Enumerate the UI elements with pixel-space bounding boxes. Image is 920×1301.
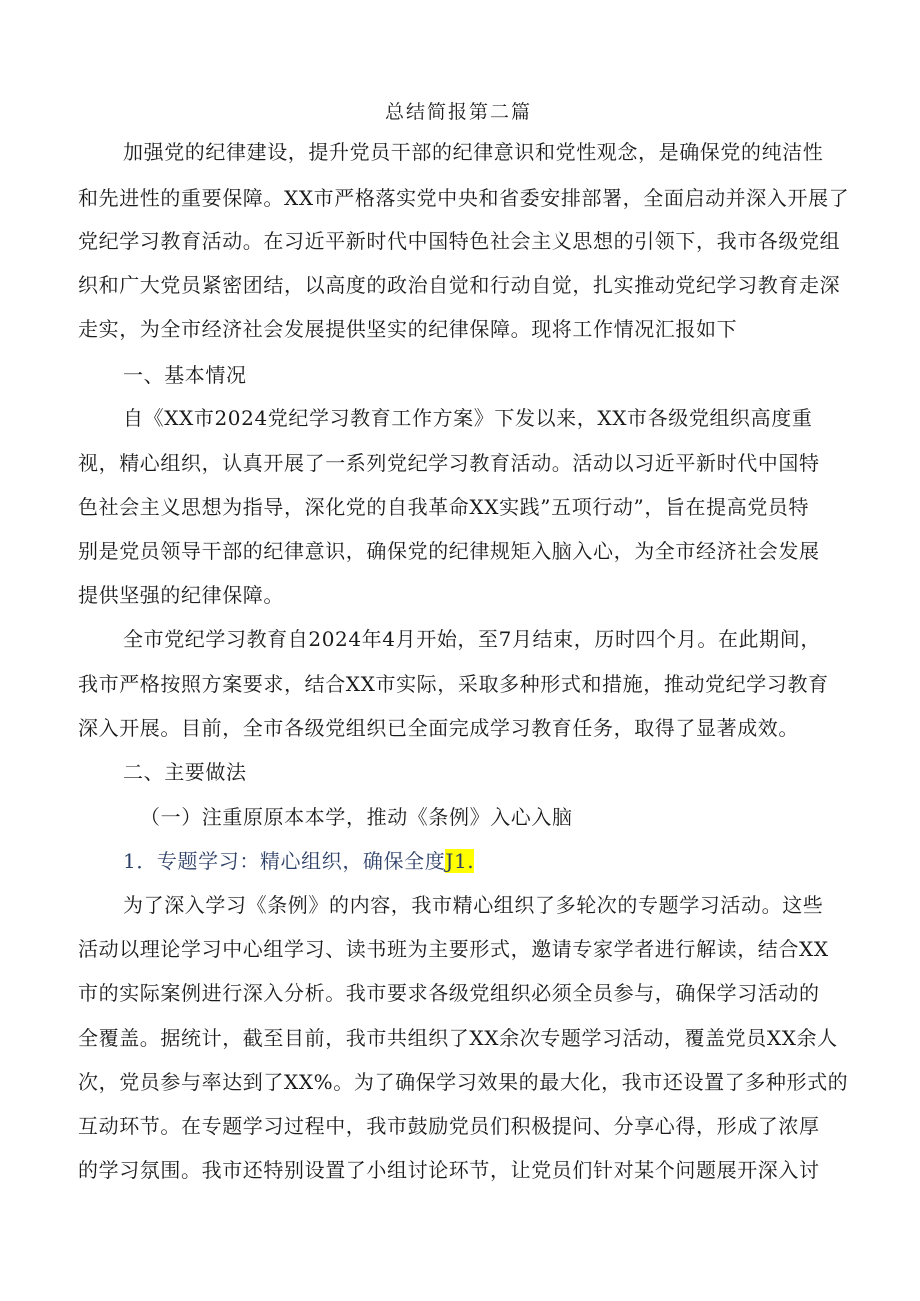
- intro-line: 织和广大党员紧密团结，以高度的政治自觉和行动自觉，扎实推动党纪学习教育走深: [78, 273, 841, 297]
- item-heading-thematic-study: [123, 846, 474, 876]
- highlighted-mark: J1.: [445, 849, 475, 873]
- intro-line: 和先进性的重要保障。XX市严格落实党中央和省委安排部署，全面启动并深入开展了: [78, 186, 850, 210]
- paragraph-line: 互动环节。在专题学习过程中，我市鼓励党员们积极提问、分享心得，形成了浓厚: [78, 1114, 820, 1138]
- paragraph-line: 活动以理论学习中心组学习、读书班为主要形式，邀请专家学者进行解读，结合XX: [78, 937, 829, 961]
- intro-line: 走实，为全市经济社会发展提供坚实的纪律保障。现将工作情况汇报如下: [78, 317, 738, 341]
- paragraph-line: 为了深入学习《条例》的内容，我市精心组织了多轮次的专题学习活动。这些: [123, 893, 824, 917]
- paragraph-line: 自《XX市2024党纪学习教育工作方案》下发以来，XX市各级党组织高度重: [123, 406, 813, 430]
- section-heading-main-practices: 二、主要做法: [123, 760, 247, 784]
- paragraph-line: 次，党员参与率达到了XX%。为了确保学习效果的最大化，我市还设置了多种形式的: [78, 1070, 849, 1094]
- paragraph-line: 深入开展。目前，全市各级党组织已全面完成学习教育任务，取得了显著成效。: [78, 716, 799, 740]
- section-heading-basic-situation: 一、基本情况: [123, 363, 247, 387]
- paragraph-line: 的学习氛围。我市还特别设置了小组讨论环节，让党员们针对某个问题展开深入讨: [78, 1158, 820, 1182]
- paragraph-line: 色社会主义思想为指导，深化党的自我革命XX实践”五项行动”，旨在提高党员特: [78, 495, 810, 519]
- item-heading-text: 1．专题学习：精心组织，确保全度: [123, 849, 446, 873]
- paragraph-line: 市的实际案例进行深入分析。我市要求各级党组织必须全员参与，确保学习活动的: [78, 981, 820, 1005]
- paragraph-line: 我市严格按照方案要求，结合XX市实际，采取多种形式和措施，推动党纪学习教育: [78, 672, 829, 696]
- intro-line: 党纪学习教育活动。在习近平新时代中国特色社会主义思想的引领下，我市各级党组: [78, 229, 841, 253]
- paragraph-line: 全市党纪学习教育自2024年4月开始，至7月结束，历时四个月。在此期间，: [123, 627, 821, 651]
- document-title: 总结简报第二篇: [385, 101, 533, 123]
- intro-line: 加强党的纪律建设，提升党员干部的纪律意识和党性观念，是确保党的纯洁性: [123, 140, 824, 164]
- paragraph-line: 别是党员领导干部的纪律意识，确保党的纪律规矩入脑入心，为全市经济社会发展: [78, 539, 820, 563]
- subheading-study-regulations: （一）注重原原本本学，推动《条例》入心入脑: [140, 805, 573, 829]
- paragraph-line: 全覆盖。据统计，截至目前，我市共组织了XX余次专题学习活动，覆盖党员XX余人: [78, 1026, 838, 1050]
- paragraph-line: 视，精心组织，认真开展了一系列党纪学习教育活动。活动以习近平新时代中国特: [78, 451, 820, 475]
- paragraph-line: 提供坚强的纪律保障。: [78, 583, 284, 607]
